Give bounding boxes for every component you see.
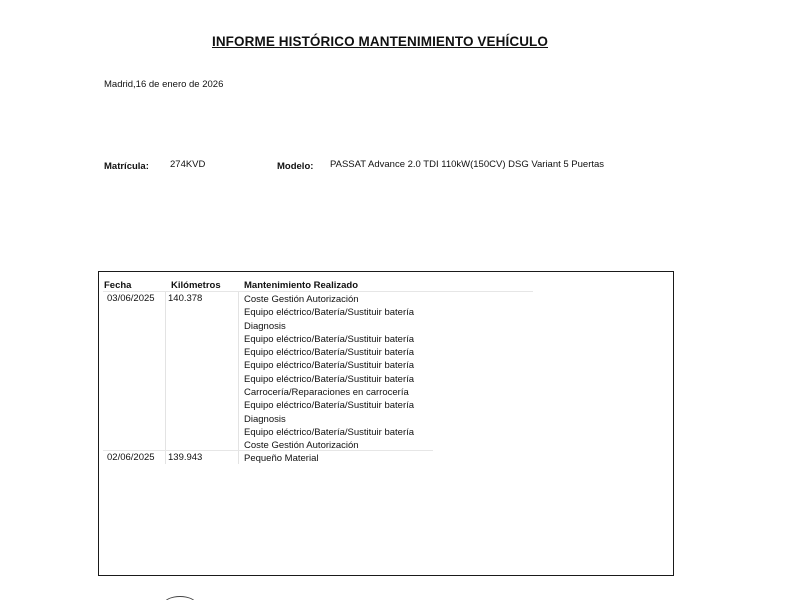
- model-label: Modelo:: [277, 161, 314, 172]
- task-item: Equipo eléctrico/Batería/Sustituir batería: [244, 400, 415, 412]
- stamp-mark: [164, 596, 196, 600]
- header-maintenance: Mantenimiento Realizado: [244, 280, 359, 291]
- header-kilometers: Kilómetros: [171, 280, 221, 291]
- maintenance-history-table: [98, 271, 674, 576]
- task-item: Equipo eléctrico/Batería/Sustituir batería: [244, 360, 415, 372]
- task-item: Coste Gestión Autorización: [244, 440, 359, 452]
- place-date: Madrid,16 de enero de 2026: [104, 79, 224, 90]
- task-item: Carrocería/Reparaciones en carrocería: [244, 387, 409, 399]
- task-item: Equipo eléctrico/Batería/Sustituir batería: [244, 347, 415, 359]
- entry-kilometers: 140.378: [168, 293, 203, 304]
- entry-tasks: [244, 452, 318, 465]
- plate-value: 274KVD: [170, 159, 206, 170]
- column-divider: [238, 292, 239, 464]
- report-title: INFORME HISTÓRICO MANTENIMIENTO VEHÍCULO: [211, 34, 548, 49]
- entry-kilometers: 139.943: [168, 452, 203, 463]
- entry-tasks: [244, 293, 414, 453]
- task-item: Coste Gestión Autorización: [244, 294, 359, 305]
- row-divider: [103, 450, 433, 451]
- header-date: Fecha: [104, 280, 132, 291]
- task-item: Equipo eléctrico/Batería/Sustituir batería: [244, 333, 415, 345]
- model-value: PASSAT Advance 2.0 TDI 110kW(150CV) DSG Variant 5 Puertas: [330, 159, 605, 170]
- task-item: Pequeño Material: [244, 453, 319, 464]
- task-item: Diagnosis: [244, 413, 286, 425]
- plate-label: Matrícula:: [104, 161, 149, 172]
- header-divider: [103, 291, 533, 292]
- task-item: Equipo eléctrico/Batería/Sustituir batería: [244, 373, 415, 385]
- entry-date: 03/06/2025: [107, 293, 155, 304]
- task-item: Diagnosis: [244, 320, 286, 332]
- column-divider: [165, 292, 166, 464]
- task-item: Equipo eléctrico/Batería/Sustituir batería: [244, 426, 415, 438]
- entry-date: 02/06/2025: [107, 452, 155, 463]
- task-item: Equipo eléctrico/Batería/Sustituir batería: [244, 307, 415, 319]
